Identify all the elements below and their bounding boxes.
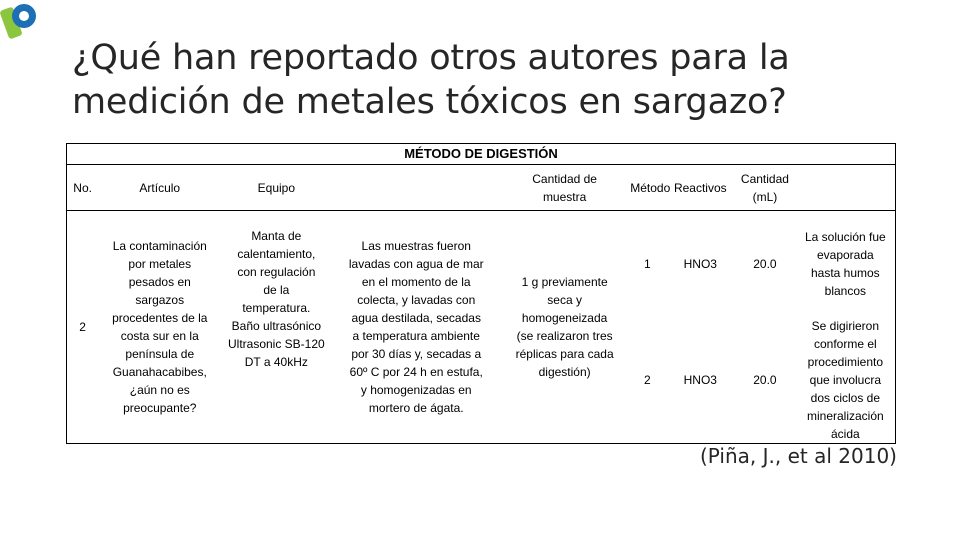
- row-equipo-1: Manta de calentamiento, con regulación de la temperatura.: [237, 228, 316, 315]
- header-metodo: Método: [628, 165, 666, 211]
- row-observaciones-1: La solución fue evaporada hasta humos blancos: [796, 211, 896, 317]
- logo-icon: [0, 0, 44, 44]
- row-equipo-2: Baño ultrasónico Ultrasonic SB-120 DT a 40kHz: [221, 317, 331, 444]
- header-equipo: Equipo: [221, 165, 331, 211]
- row-cantidad-ml-1: 20.0: [753, 256, 777, 271]
- row-metodo-2: 2: [628, 317, 666, 444]
- header-procedimiento: [331, 165, 501, 211]
- row-articulo: La contaminación por metales pesados en sargazos procedentes de la costa sur en la península de Guanahacabibes, ¿aún no es preocupante?: [98, 211, 221, 444]
- header-cantidad-muestra: Cantidad de muestra: [501, 165, 628, 211]
- row-procedimiento: Las muestras fueron lavadas con agua de mar en el momento de la colecta, y lavadas con agua destilada, secadas a temperatura ambiente por 30 días y, secadas a 60º C por 24 h en estufa, y homogenizadas en mortero de ágata.: [331, 211, 501, 444]
- header-cantidad-ml: Cantidad (mL): [734, 165, 795, 211]
- row-cantidad-ml-2: 20.0: [734, 317, 795, 444]
- digestion-table: [66, 143, 896, 441]
- slide-title: ¿Qué han reportado otros autores para la medición de metales tóxicos en sargazo?: [72, 38, 790, 122]
- row-observaciones-2: Se digirieron conforme el procedimiento que involucra dos ciclos de mineralización ácida: [796, 317, 896, 444]
- group-header: MÉTODO DE DIGESTIÓN: [67, 144, 896, 165]
- header-no: No.: [67, 165, 99, 211]
- header-reactivos: Reactivos: [666, 165, 734, 211]
- row-no: 2: [67, 211, 99, 444]
- row-cantidad-muestra: 1 g previamente seca y homogeneizada (se realizaron tres réplicas para cada digestión): [501, 211, 628, 444]
- row-reactivos-2: HNO3: [666, 317, 734, 444]
- header-articulo: Artículo: [98, 165, 221, 211]
- row-reactivos-1: HNO3: [683, 256, 717, 271]
- citation: (Piña, J., et al 2010): [700, 444, 897, 468]
- row-metodo-1: 1: [643, 256, 651, 271]
- header-observaciones: [796, 165, 896, 211]
